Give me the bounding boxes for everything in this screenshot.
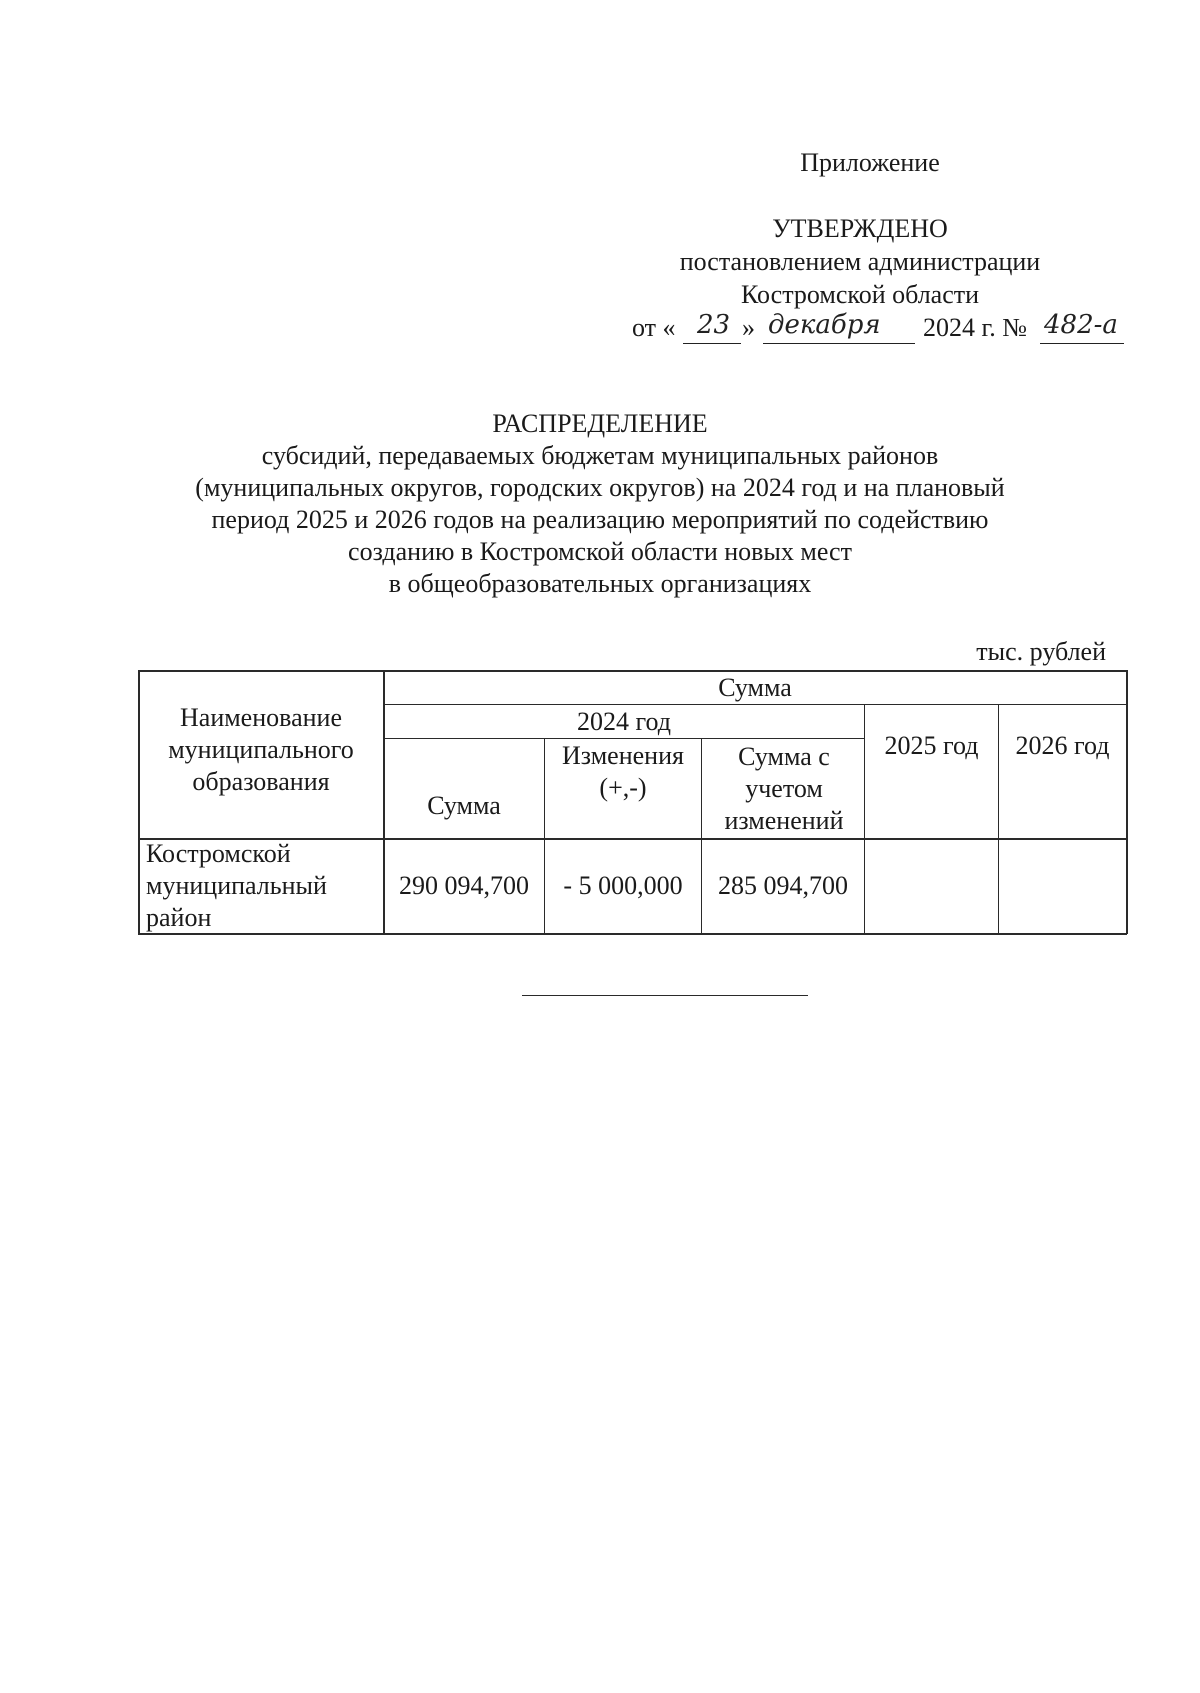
title-heading: РАСПРЕДЕЛЕНИЕ [492,409,708,438]
approved-by-line-2: Костромской области [740,280,980,309]
title-line: созданию в Костромской области новых мест [348,537,852,566]
date-day-underline [683,343,741,344]
col-header-2026: 2026 год [1015,731,1110,760]
table-border-left [138,670,140,934]
approved-heading: УТВЕРЖДЕНО [772,214,948,243]
table-row-name: Костромской муниципальный район [146,839,327,932]
date-year: 2024 г. № [923,313,1028,342]
col-header-sum: Сумма [718,672,792,702]
table-row-changes: - 5 000,000 [563,871,683,900]
col-header-2024-sum: Сумма [427,791,501,820]
date-month-underline [763,343,915,344]
appendix-label: Приложение [800,148,940,177]
title-line: период 2025 и 2026 годов на реализацию мероприятий по содействию [211,505,989,534]
doc-number-underline [1040,343,1124,344]
date-month-handwritten: декабря [768,310,881,340]
date-day-handwritten: 23 [697,310,731,340]
title-line: (муниципальных округов, городских округов) на 2024 год и на плановый [195,473,1005,502]
title-line: в общеобразовательных организациях [388,569,812,598]
approval-block [600,212,1120,311]
table-border-right [1126,670,1128,934]
units-label: тыс. рублей [976,637,1106,666]
col-header-name: Наименование муниципального образования [168,703,354,796]
doc-number-handwritten: 482-а [1044,310,1118,340]
distribution-table [138,670,1127,933]
table-row-2025 [865,840,998,932]
col-header-2024: 2024 год [577,706,671,736]
title-line: субсидий, передаваемых бюджетам муниципальных районов [261,441,939,470]
end-separator-line [522,995,808,996]
col-header-2024-total: Сумма с учетом изменений [724,742,844,835]
document-title [150,408,1050,600]
table-row-sum: 290 094,700 [399,871,529,900]
date-prefix: от « [632,313,676,342]
col-header-2025: 2025 год [884,731,979,760]
table-rule [383,738,864,739]
approved-by-line-1: постановлением администрации [679,247,1041,276]
date-mid: » [742,313,755,342]
table-row-2026 [999,840,1126,932]
table-row-total: 285 094,700 [718,871,848,900]
col-header-2024-changes: Изменения (+,-) [562,741,684,802]
